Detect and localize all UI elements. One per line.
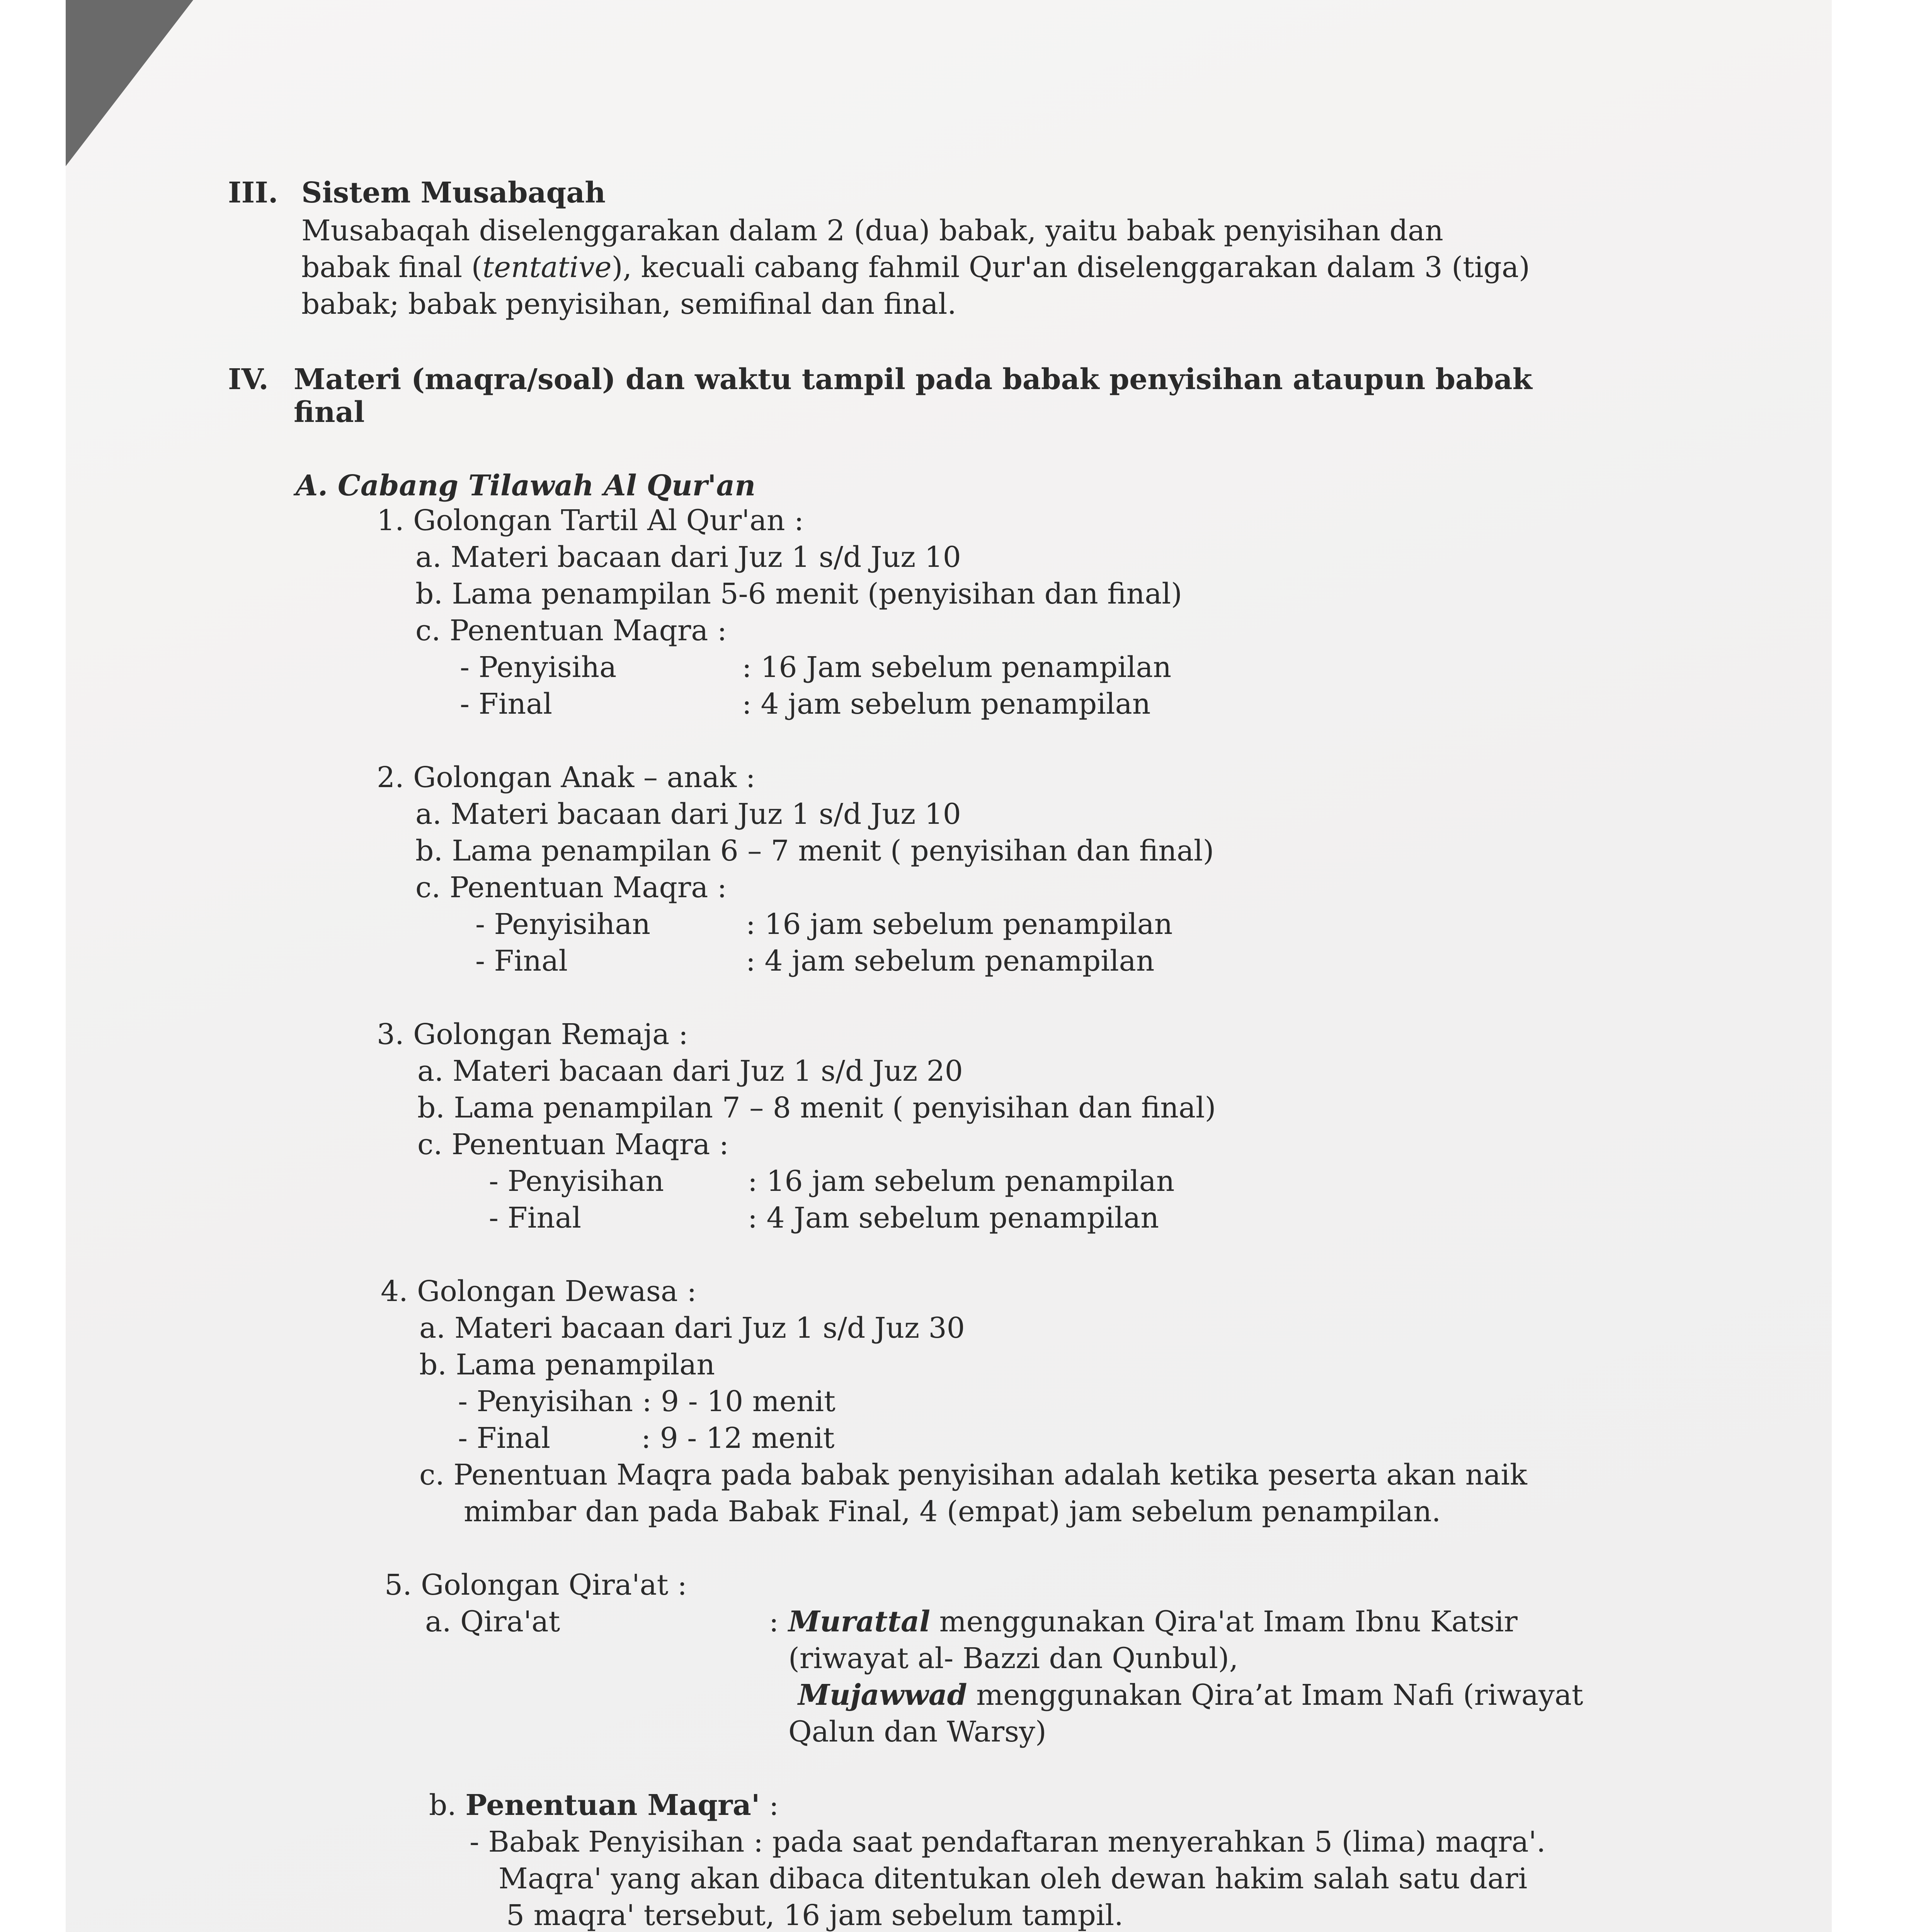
g5-qiraat-line-4: Qalun dan Warsy) xyxy=(788,1715,1046,1748)
section-4-title-line-2: final xyxy=(294,396,365,429)
g3-final-label: - Final xyxy=(489,1201,581,1235)
g1-title: 1. Golongan Tartil Al Qur'an : xyxy=(377,504,804,537)
section-3-number: III. xyxy=(228,176,278,209)
g4-item-c-line-2: mimbar dan pada Babak Final, 4 (empat) jam sebelum penampilan. xyxy=(464,1495,1441,1528)
g3-final-value: : 4 Jam sebelum penampilan xyxy=(748,1201,1159,1235)
g4-penyisihan: - Penyisihan : 9 - 10 menit xyxy=(458,1385,835,1418)
g4-item-b: b. Lama penampilan xyxy=(419,1348,715,1381)
g1-item-b: b. Lama penampilan 5-6 menit (penyisihan dan final) xyxy=(415,577,1182,611)
g2-item-c: c. Penentuan Maqra : xyxy=(415,871,727,904)
g4-final: - Final : 9 - 12 menit xyxy=(458,1422,835,1455)
section-3-line-3: babak; babak penyisihan, semifinal dan final. xyxy=(301,287,956,321)
g2-final-label: - Final xyxy=(475,944,568,978)
g3-item-a: a. Materi bacaan dari Juz 1 s/d Juz 20 xyxy=(417,1054,963,1088)
g5-penyisihan-line-2: Maqra' yang akan dibaca ditentukan oleh dewan hakim salah satu dari xyxy=(499,1862,1528,1895)
g3-item-c: c. Penentuan Maqra : xyxy=(417,1128,729,1161)
g5-title: 5. Golongan Qira'at : xyxy=(385,1568,687,1602)
g1-final-label: - Final xyxy=(460,687,552,721)
g1-penyisihan-value: : 16 Jam sebelum penampilan xyxy=(742,651,1172,684)
g5-item-b-title: b. Penentuan Maqra' : xyxy=(429,1789,779,1822)
g4-item-a: a. Materi bacaan dari Juz 1 s/d Juz 30 xyxy=(419,1311,965,1345)
g1-item-a: a. Materi bacaan dari Juz 1 s/d Juz 10 xyxy=(415,541,961,574)
section-4-title-line-1: Materi (maqra/soal) dan waktu tampil pada babak penyisihan ataupun babak xyxy=(294,363,1532,396)
g5-penyisihan-line-1: - Babak Penyisihan : pada saat pendaftaran menyerahkan 5 (lima) maqra'. xyxy=(470,1825,1546,1859)
g5-qiraat-line-2: (riwayat al- Bazzi dan Qunbul), xyxy=(788,1642,1239,1675)
g2-title: 2. Golongan Anak – anak : xyxy=(377,761,756,794)
section-3-line-2: babak final (tentative), kecuali cabang fahmil Qur'an diselenggarakan dalam 3 (tiga) xyxy=(301,251,1530,284)
g3-title: 3. Golongan Remaja : xyxy=(377,1018,688,1051)
g2-penyisihan-value: : 16 jam sebelum penampilan xyxy=(746,908,1173,941)
section-3-line-1: Musabaqah diselenggarakan dalam 2 (dua) babak, yaitu babak penyisihan dan xyxy=(301,214,1443,247)
g5-qiraat-colon: : xyxy=(769,1605,779,1638)
g5-qiraat-line-3: Mujawwad menggunakan Qira’at Imam Nafi (riwayat xyxy=(798,1679,1583,1712)
g2-final-value: : 4 jam sebelum penampilan xyxy=(746,944,1155,978)
g2-penyisihan-label: - Penyisihan xyxy=(475,908,650,941)
g3-penyisihan-label: - Penyisihan xyxy=(489,1165,664,1198)
subsection-a-title: A. Cabang Tilawah Al Qur'an xyxy=(296,469,756,502)
g3-penyisihan-value: : 16 jam sebelum penampilan xyxy=(748,1165,1175,1198)
section-4-number: IV. xyxy=(228,363,269,396)
g2-item-b: b. Lama penampilan 6 – 7 menit ( penyisihan dan final) xyxy=(415,834,1214,867)
g5-qiraat-line-1: Murattal menggunakan Qira'at Imam Ibnu Katsir xyxy=(788,1605,1518,1638)
section-3-title: Sistem Musabaqah xyxy=(301,176,606,209)
g3-item-b: b. Lama penampilan 7 – 8 menit ( penyisihan dan final) xyxy=(417,1091,1216,1124)
g1-penyisihan-label: - Penyisiha xyxy=(460,651,617,684)
g1-item-c: c. Penentuan Maqra : xyxy=(415,614,727,647)
g4-item-c-line-1: c. Penentuan Maqra pada babak penyisihan adalah ketika peserta akan naik xyxy=(419,1458,1527,1492)
folded-corner-shadow xyxy=(66,0,193,166)
g5-penyisihan-line-3: 5 maqra' tersebut, 16 jam sebelum tampil. xyxy=(506,1899,1123,1932)
g1-final-value: : 4 jam sebelum penampilan xyxy=(742,687,1151,721)
g4-title: 4. Golongan Dewasa : xyxy=(381,1275,697,1308)
g5-qiraat-label: a. Qira'at xyxy=(425,1605,560,1638)
g2-item-a: a. Materi bacaan dari Juz 1 s/d Juz 10 xyxy=(415,798,961,831)
